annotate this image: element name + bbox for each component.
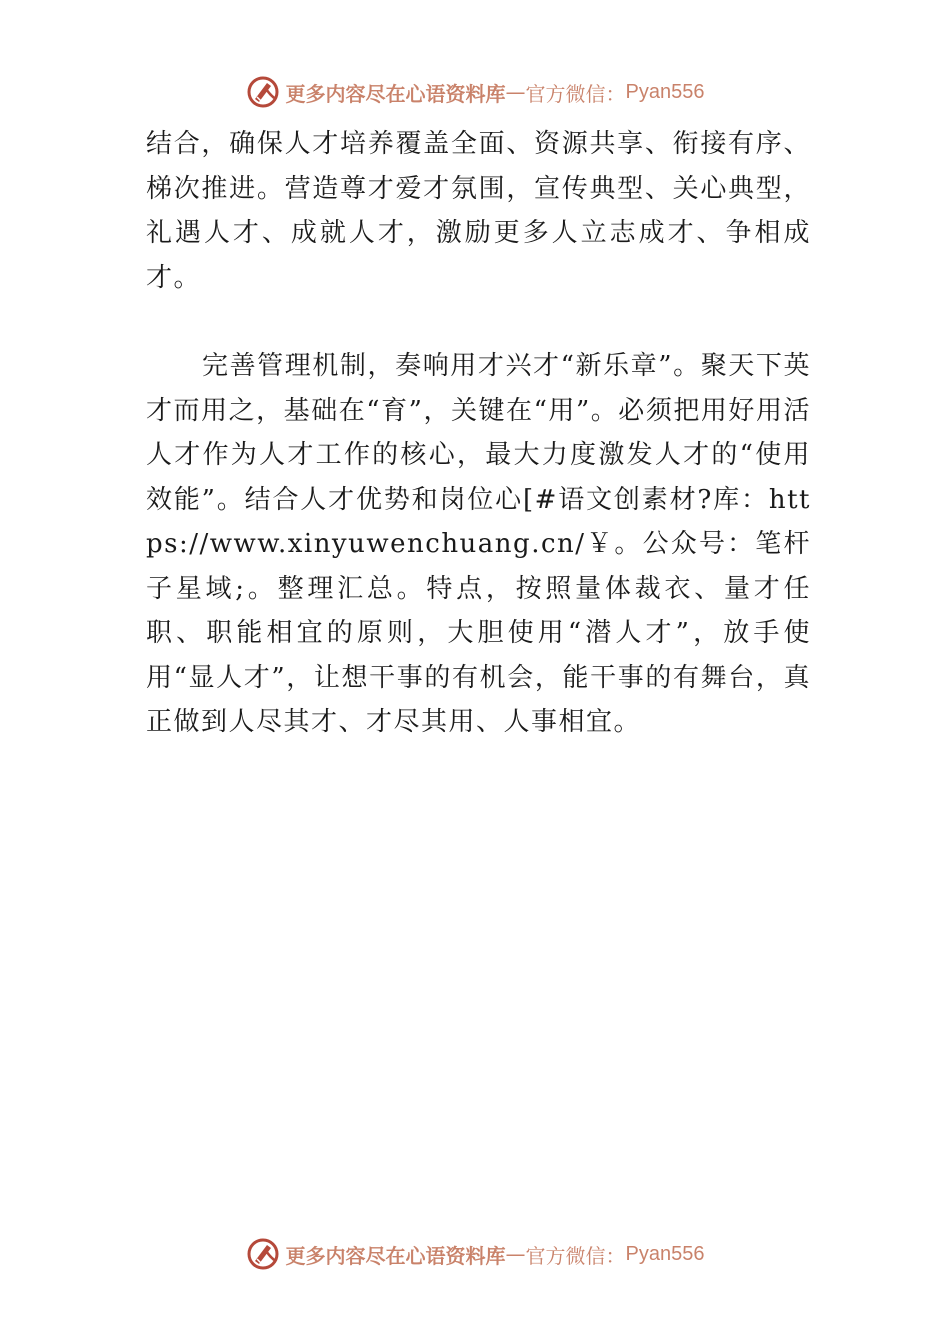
banner-wechat-label: 官方微信：	[525, 81, 626, 106]
banner-separator: —	[505, 80, 526, 104]
paragraph-2: 完善管理机制，奏响用才兴才“新乐章”。聚天下英才而用之，基础在“育”，关键在“用”。必须把用好用活人才作为人才工作的核心，最大力度激发人才的“使用效能”。结合人才优势和岗位心[#语文创素材?库：https://www.xinyuwenchuang.cn/￥。公众号：笔杆子星域;。整理汇总。特点，按照量体裁衣、量才任职、职能相宜的原则，大胆使用“潜人才”，放手使用“显人才”，让想干事的有机会，能干事的有舞台，真正做到人尽其才、才尽其用、人事相宜。	[146, 351, 811, 737]
logo-icon	[246, 1237, 280, 1271]
paragraph-1: 结合，确保人才培养覆盖全面、资源共享、衔接有序、梯次推进。营造尊才爱才氛围，宣传典型、关心典型，礼遇人才、成就人才，激励更多人立志成才、争相成才。	[146, 129, 811, 293]
header-banner	[0, 72, 950, 112]
document-body	[146, 122, 811, 745]
banner-wechat-id: Pyan556	[625, 1242, 705, 1265]
paragraph-gap	[146, 300, 811, 344]
banner-wechat-label: 官方微信：	[525, 1243, 626, 1268]
logo-icon	[246, 75, 280, 109]
banner-wechat-id: Pyan556	[625, 80, 705, 103]
footer-banner	[0, 1234, 950, 1274]
banner-main-text: 更多内容尽在心语资料库	[285, 81, 506, 106]
banner-separator: —	[505, 1242, 526, 1266]
banner-main-text: 更多内容尽在心语资料库	[285, 1243, 506, 1268]
